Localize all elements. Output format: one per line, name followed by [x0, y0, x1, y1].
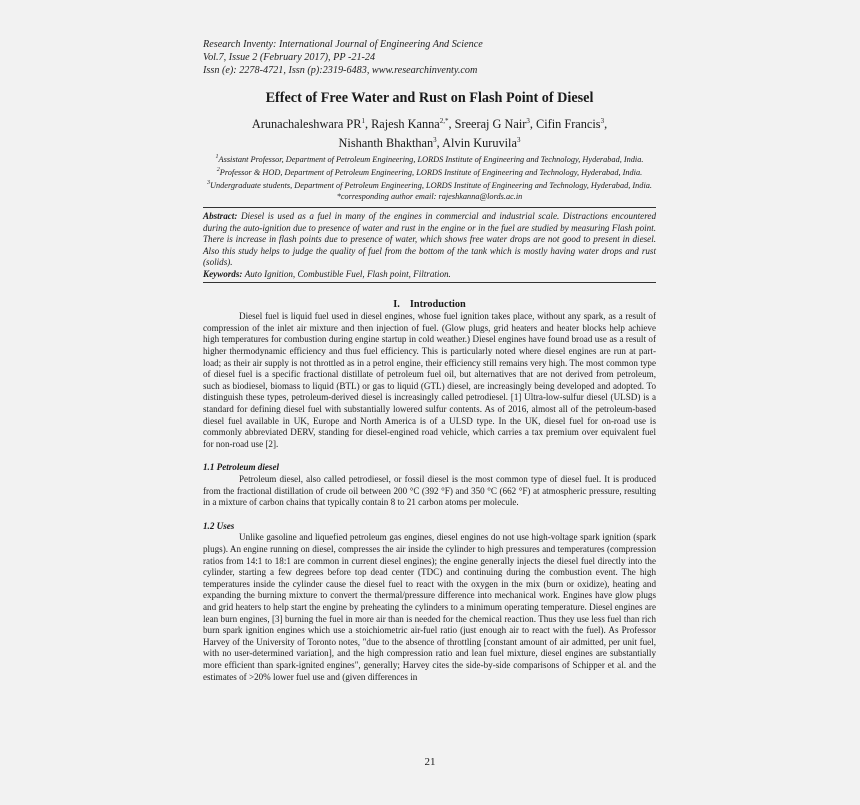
section-number: I.: [393, 299, 400, 311]
section-title: Introduction: [409, 299, 466, 311]
paper-title: Effect of Free Water and Rust on Flash Point of Diesel: [265, 90, 594, 106]
section-heading: [203, 299, 656, 311]
author-affil-mark: 3: [600, 117, 605, 125]
author-name: Rajesh Kanna: [371, 117, 440, 132]
abstract-label: Abstract:: [203, 211, 238, 222]
author-affil-mark: 2,*: [439, 117, 449, 125]
keywords: [203, 269, 656, 281]
abstract-text: Diesel is used as a fuel in many of the engines in commercial and industrial scale. Distractions encountered during the auto-ignition due to presence of water and rust in the engine or in the fuel are studied by measuring Flash point. There is increase in flash points due to presence of water, which shows free water drops are not good to present in diesel. Also this study helps to judge the quality of fuel from the bottom of the tank which is mostly having water drops and rust (solids).: [203, 211, 657, 268]
author-name: Alvin Kuruvila: [442, 136, 517, 151]
journal-volume: Vol.7, Issue 2 (February 2017), PP -21-24: [203, 52, 376, 63]
uses-paragraph: Unlike gasoline and liquefied petroleum gas engines, diesel engines do not use high-voltage spark ignition (spark plugs). An engine running on diesel, compresses the air inside the cylinder to high pressures and temperatures (compression ratios from 14:1 to 18:1 are common in current diesel engines); the engine generally injects the diesel fuel directly into the cylinder, starting a few degrees before top dead center (TDC) and continuing during the combustion event. The high temperatures inside the cylinder cause the diesel fuel to react with the oxygen in the mix (burn or oxidize), heating and expanding the burning mixture to convert the thermal/pressure difference into mechanical work. Engines have glow plugs and grid heaters to help start the engine by preheating the cylinders to a minimum operating temperature. Diesel engines are lean burn engines, [3] burning the fuel in more air than is needed for the chemical reaction. Thus they use less fuel than rich burn spark ignition engines which use a stoichiometric air-fuel ratio (just enough air to react with the fuel). As Professor Harvey of the University of Toronto notes, "due to the absence of throttling [constant amount of air admitted, per unit fuel, with no user-determined variation], and the high compression ratio and lean fuel mixture, diesel engines are substantially more efficient than spark-ignited engines", generally; Harvey cites the side-by-side comparisons of Schipper et al. and the estimates of >20% lower fuel use and (given differences in: [203, 532, 656, 682]
abstract: [203, 211, 656, 269]
intro-paragraph: Diesel fuel is liquid fuel used in diesel engines, whose fuel ignition takes place, without any spark, as a result of compression of the inlet air mixture and then injection of fuel. (Glow plugs, grid heaters and heater blocks help achieve high temperatures for combustion during engine startup in cold weather.) Diesel engines have found broad use as a result of higher thermodynamic efficiency and thus fuel efficiency. This is particularly noted where diesel engines are run at part-load; as their air supply is not throttled as in a petrol engine, their efficiency still remains very high. The most common type of diesel fuel is a specific fractional distillate of petroleum fuel oil, but alternatives that are not derived from petroleum, such as biodiesel, biomass to liquid (BTL) or gas to liquid (GTL) diesel, are increasingly being developed and adopted. To distinguish these types, petroleum-derived diesel is increasingly called petrodiesel. [1] Ultra-low-sulfur diesel (ULSD) is a standard for defining diesel fuel with substantially lowered sulfur contents. As of 2016, almost all of the petroleum-based diesel fuel available in UK, Europe and North America is of a ULSD type. In the UK, diesel fuel for on-road use is commonly abbreviated DERV, standing for diesel-engined road vehicle, which carries a tax premium over equivalent fuel for non-road use [2].: [203, 311, 656, 449]
keywords-label: Keywords:: [203, 268, 243, 279]
journal-header: [203, 38, 656, 77]
author-name: Arunachaleshwara PR: [251, 117, 362, 132]
affiliation-3: $^3$Undergraduate students, Department of Petroleum Engineering, LORDS Institute of Engineering and Technology, Hyderabad, India.: [207, 180, 652, 190]
page-number: 21: [424, 756, 436, 768]
corresponding-author: *corresponding author email: rajeshkanna@lords.ac.in: [336, 192, 523, 202]
page-content: [203, 38, 656, 683]
author-affil-mark: 3: [516, 136, 521, 145]
subsection-heading-uses: 1.2 Uses: [203, 520, 235, 531]
author-affil-mark: 3: [526, 117, 530, 125]
abstract-top-rule: [203, 207, 656, 208]
journal-name: Research Inventy: International Journal of Engineering And Science: [203, 39, 483, 50]
author-name: Cifin Francis: [536, 117, 601, 132]
affiliation-2: $^2$Professor & HOD, Department of Petroleum Engineering, LORDS Institute of Engineering and Technology, Hyderabad, India.: [216, 167, 643, 177]
author-affil-mark: 3: [433, 136, 437, 145]
author-list: Arunachaleshwara $PR^1$, Rajesh Kanna$^{2,*}$, Sreeraj G Nair$^3$, Cifin Francis$^3$, Nishanth Bhakthan$^3$, Alvin Kuruvila$^3$: [251, 117, 608, 151]
journal-issn: Issn (e): 2278-4721, Issn (p):2319-6483, www.researchinventy.com: [203, 65, 478, 76]
petroleum-diesel-paragraph: Petroleum diesel, also called petrodiesel, or fossil diesel is the most common type of diesel fuel. It is produced from the fractional distillation of crude oil between 200 °C (392 °F) and 350 °C (662 °F) at atmospheric pressure, resulting in a mixture of carbon chains that typically contain 8 to 21 carbon atoms per molecule.: [203, 474, 656, 508]
affiliations: [203, 152, 656, 202]
author-affil-mark: 1: [361, 117, 365, 125]
keywords-text: Auto Ignition, Combustible Fuel, Flash point, Filtration.: [244, 268, 451, 279]
affiliation-1: $^1$Assistant Professor, Department of Petroleum Engineering, LORDS Institute of Engineering and Technology, Hyderabad, India.: [215, 154, 644, 164]
author-name: Sreeraj G Nair: [454, 117, 527, 132]
author-name: Nishanth Bhakthan: [338, 136, 434, 151]
subsection-heading-petroleum-diesel: 1.1 Petroleum diesel: [203, 462, 280, 473]
abstract-bottom-rule: [203, 282, 656, 283]
